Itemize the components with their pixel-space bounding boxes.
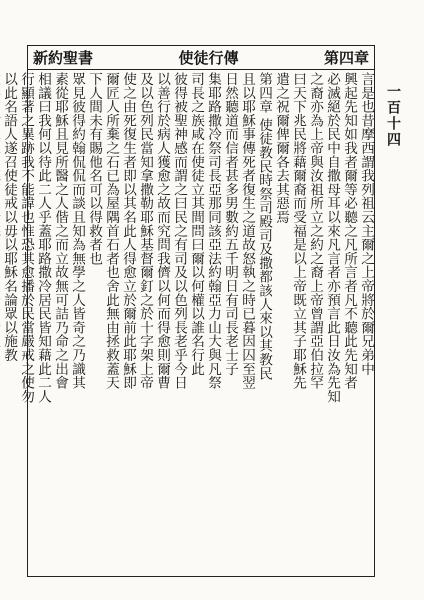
header-rule	[27, 69, 375, 70]
text-column: 必滅絕於民中自撒母耳以來凡言者亦預言此日汝為先知	[324, 72, 340, 404]
chapter-heading: 第四章	[323, 48, 369, 67]
text-column: 司長之族咸在使徒立其間問曰爾以何權以誰名行此	[188, 72, 204, 376]
text-column: 言是也昔摩西謂我列祖云主爾之上帝將於爾兄弟中	[358, 72, 374, 376]
book-title: 新約聖書	[33, 48, 94, 67]
text-column: 下人間未有賜他名可以得救者也	[86, 72, 102, 266]
text-column: 使之由死復生者即以其名此人得愈立於爾前此耶穌即	[120, 72, 136, 390]
section-title: 使徒行傳	[178, 48, 239, 67]
text-column: 興起先知如我者爾等必聽之凡所言者凡不聽此先知者	[341, 72, 357, 390]
text-column: 集耶路撒冷祭司長亞那同該亞法約翰亞力山大與凡祭	[205, 72, 221, 390]
text-column: 日然聽道而信者甚多男數約五千明日有司長老士子	[222, 72, 238, 376]
scripture-text	[1, 72, 374, 574]
running-head	[27, 45, 375, 69]
text-column: 以善行於病人獲愈之故而究問我儕以何而得愈則爾曹	[154, 72, 170, 390]
text-column: 行顯著之異跡我不能諱也惟恐其愈播於民當嚴戒之使勿	[18, 72, 34, 404]
text-column: 第四章 使徒教民時祭司殿司及撒都該人來以其教民	[256, 72, 272, 381]
text-column: 彼得被聖神感而謂之曰民之有司及以色列長老乎今日	[171, 72, 187, 390]
text-column: 之裔亦為上帝與汝祖所立之約之裔上帝曾謂亞伯拉罕	[307, 72, 323, 390]
text-column: 遣之祝爾俾爾各去其惡焉	[273, 72, 289, 224]
text-column: 爾匠人所棄之石已為屋隅首石者也舍此無由拯救蓋天	[103, 72, 119, 390]
text-column: 相議曰我何以待此二人乎蓋耶路撒冷居民皆知藉此二人	[35, 72, 51, 404]
text-column: 且以耶穌事傳死者復生之道故怒執之時已暮因囚至翌	[239, 72, 255, 390]
text-column: 曰天下兆民將藉爾裔而受福是以上帝既立其子耶穌先	[290, 72, 306, 390]
text-column: 素從耶穌且見所醫之人偕之而立故無可詰乃命之出會	[52, 72, 68, 390]
text-column: 以此名語人遂召使徒戒以毋以耶穌名論眾以施教	[1, 72, 17, 362]
text-column: 眾見彼得約翰侃侃而談且知為無學之人皆奇之乃識其	[69, 72, 85, 390]
page-number: 一百十四	[385, 84, 401, 148]
text-column: 及以色列民當知拿撒勒耶穌基督爾釘之於十字架上帝	[137, 72, 153, 390]
side-margin	[382, 70, 404, 575]
